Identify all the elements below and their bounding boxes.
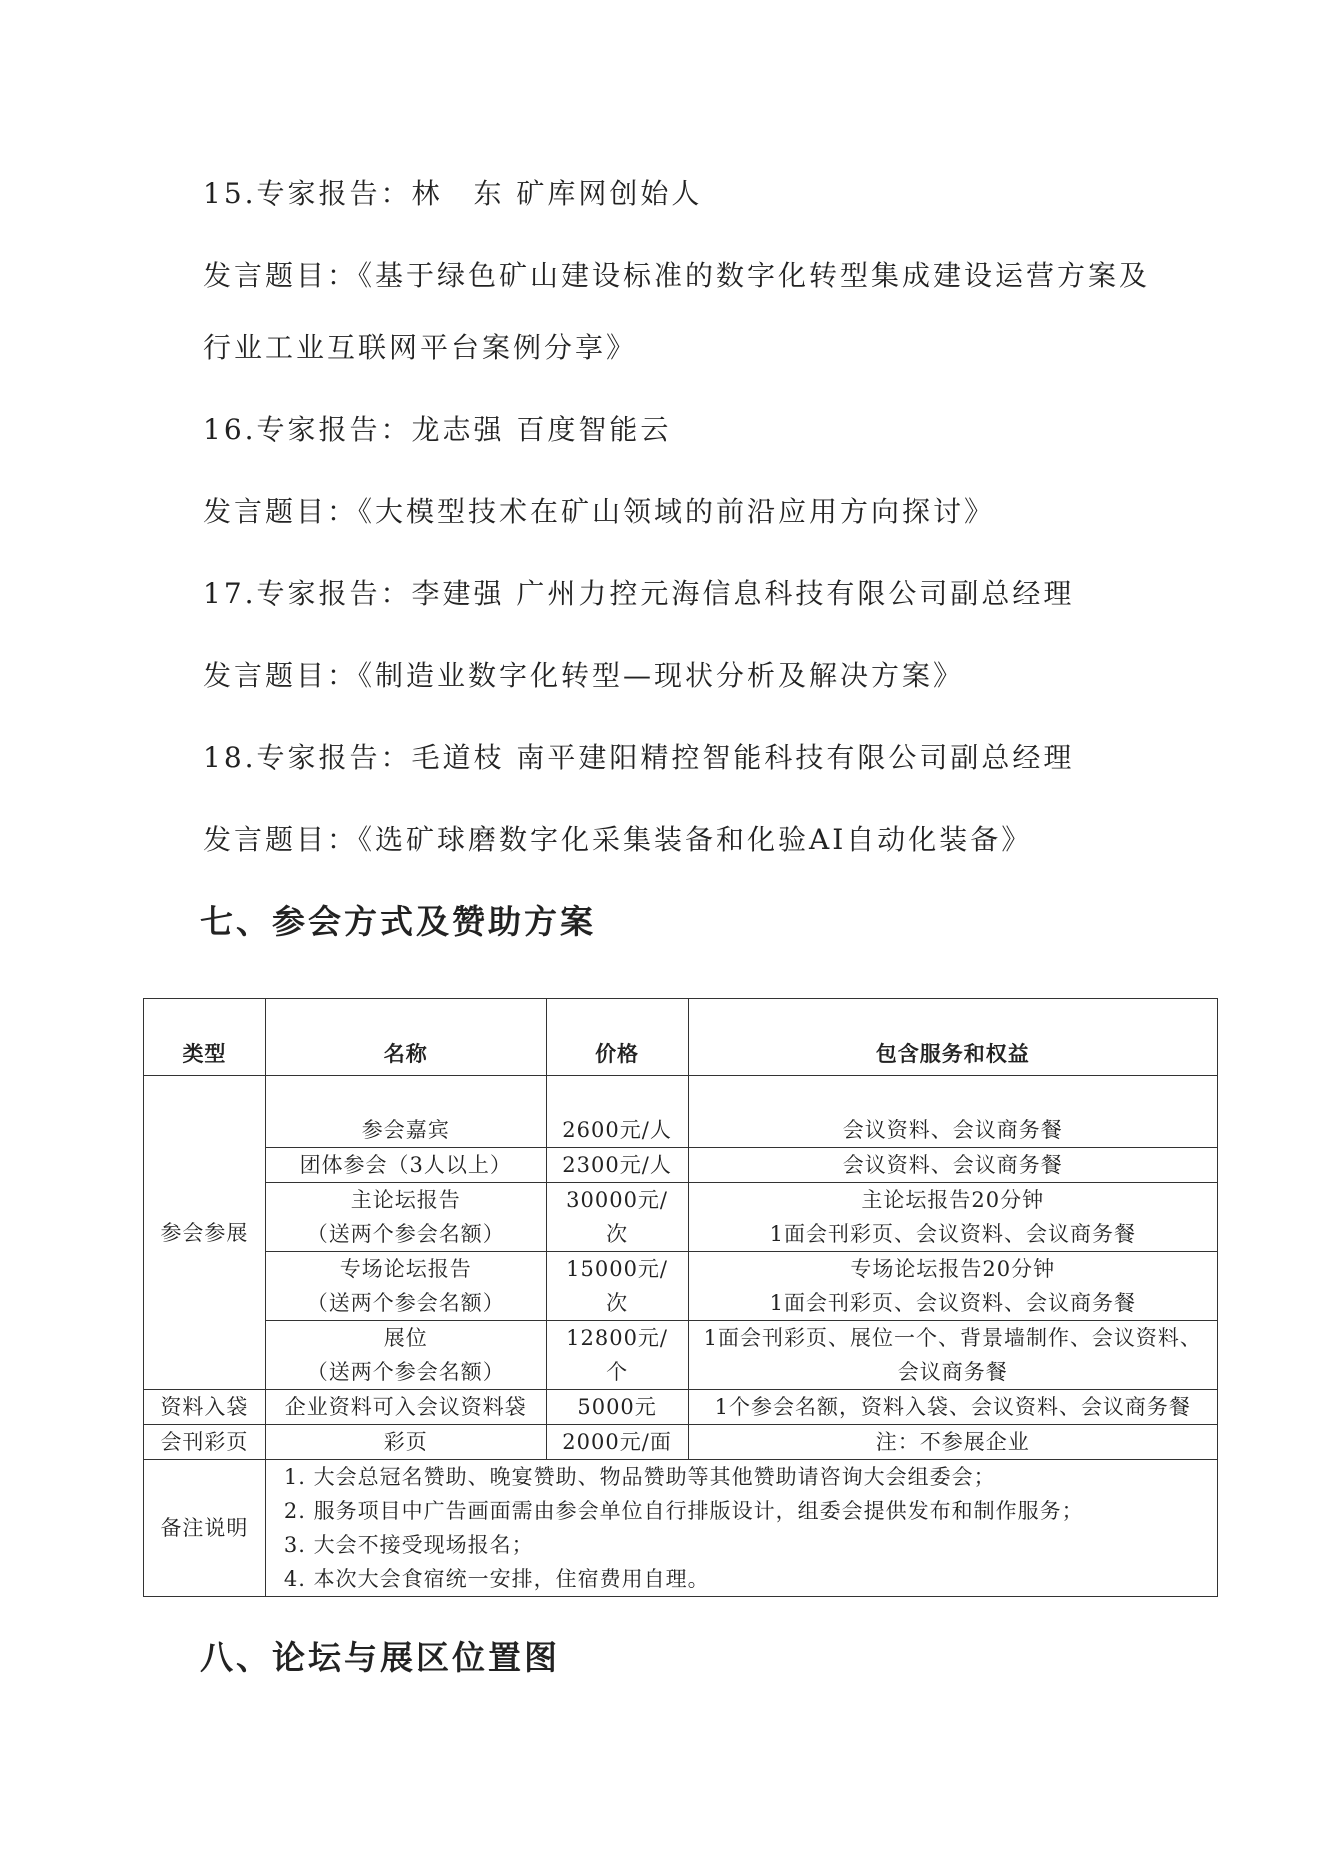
type-cell-color-page: 会刊彩页	[144, 1425, 266, 1460]
header-type: 类型	[144, 999, 266, 1076]
name-cell: 专场论坛报告 （送两个参会名额）	[265, 1252, 546, 1321]
type-cell-attend-exhibit: 参会参展	[144, 1076, 266, 1390]
speaker-15-topic-line-2: 行业工业互联网平台案例分享》	[203, 331, 638, 364]
table-row	[144, 1321, 1218, 1390]
name-cell: 团体参会（3人以上）	[265, 1148, 546, 1183]
price-cell: 30000元/ 次	[546, 1183, 688, 1252]
speaker-16-topic: 发言题目：《大模型技术在矿山领域的前沿应用方向探讨》	[203, 495, 996, 528]
name-cell: 彩页	[265, 1425, 546, 1460]
benefit-cell: 会议资料、会议商务餐	[688, 1148, 1217, 1183]
header-price: 价格	[546, 999, 688, 1076]
speaker-18-topic: 发言题目：《选矿球磨数字化采集装备和化验AI自动化装备》	[203, 823, 1033, 856]
price-cell: 2300元/人	[546, 1148, 688, 1183]
sponsorship-table	[143, 998, 1218, 1597]
table-row-notes	[144, 1460, 1218, 1597]
price-cell: 12800元/ 个	[546, 1321, 688, 1390]
speaker-16-line: 16.专家报告：龙志强 百度智能云	[203, 413, 672, 446]
benefit-cell: 会议资料、会议商务餐	[688, 1076, 1217, 1148]
speaker-15-topic-line-1: 发言题目：《基于绿色矿山建设标准的数字化转型集成建设运营方案及	[203, 259, 1151, 292]
section-8-heading: 八、论坛与展区位置图	[200, 1638, 560, 1677]
table-row	[144, 1076, 1218, 1148]
price-cell: 5000元	[546, 1390, 688, 1425]
table-header-row	[144, 999, 1218, 1076]
name-cell: 主论坛报告 （送两个参会名额）	[265, 1183, 546, 1252]
type-cell-materials-bag: 资料入袋	[144, 1390, 266, 1425]
name-cell: 企业资料可入会议资料袋	[265, 1390, 546, 1425]
name-cell: 参会嘉宾	[265, 1076, 546, 1148]
benefit-cell: 专场论坛报告20分钟 1面会刊彩页、会议资料、会议商务餐	[688, 1252, 1217, 1321]
notes-cell	[265, 1460, 1217, 1597]
benefit-cell: 主论坛报告20分钟 1面会刊彩页、会议资料、会议商务餐	[688, 1183, 1217, 1252]
note-item: 4. 本次大会食宿统一安排，住宿费用自理。	[283, 1567, 710, 1591]
header-benefits: 包含服务和权益	[688, 999, 1217, 1076]
table-row	[144, 1183, 1218, 1252]
benefit-cell: 1面会刊彩页、展位一个、背景墙制作、会议资料、 会议商务餐	[688, 1321, 1217, 1390]
price-cell: 2600元/人	[546, 1076, 688, 1148]
table-row	[144, 1390, 1218, 1425]
name-cell: 展位 （送两个参会名额）	[265, 1321, 546, 1390]
benefit-cell: 1个参会名额，资料入袋、会议资料、会议商务餐	[688, 1390, 1217, 1425]
note-item: 2. 服务项目中广告画面需由参会单位自行排版设计，组委会提供发布和制作服务；	[283, 1499, 1084, 1523]
table-row	[144, 1252, 1218, 1321]
speaker-17-line: 17.专家报告：李建强 广州力控元海信息科技有限公司副总经理	[203, 577, 1075, 610]
speaker-17-topic: 发言题目：《制造业数字化转型—现状分析及解决方案》	[203, 659, 965, 692]
speaker-15-line: 15.专家报告：林 东 矿库网创始人	[203, 177, 703, 210]
section-7-heading: 七、参会方式及赞助方案	[200, 902, 596, 941]
type-cell-notes: 备注说明	[144, 1460, 266, 1597]
table-row	[144, 1425, 1218, 1460]
speaker-18-line: 18.专家报告：毛道枝 南平建阳精控智能科技有限公司副总经理	[203, 741, 1075, 774]
note-item: 1. 大会总冠名赞助、晚宴赞助、物品赞助等其他赞助请咨询大会组委会；	[283, 1465, 996, 1489]
header-name: 名称	[265, 999, 546, 1076]
table-row	[144, 1148, 1218, 1183]
note-item: 3. 大会不接受现场报名；	[283, 1533, 534, 1557]
benefit-cell: 注：不参展企业	[688, 1425, 1217, 1460]
price-cell: 2000元/面	[546, 1425, 688, 1460]
price-cell: 15000元/ 次	[546, 1252, 688, 1321]
